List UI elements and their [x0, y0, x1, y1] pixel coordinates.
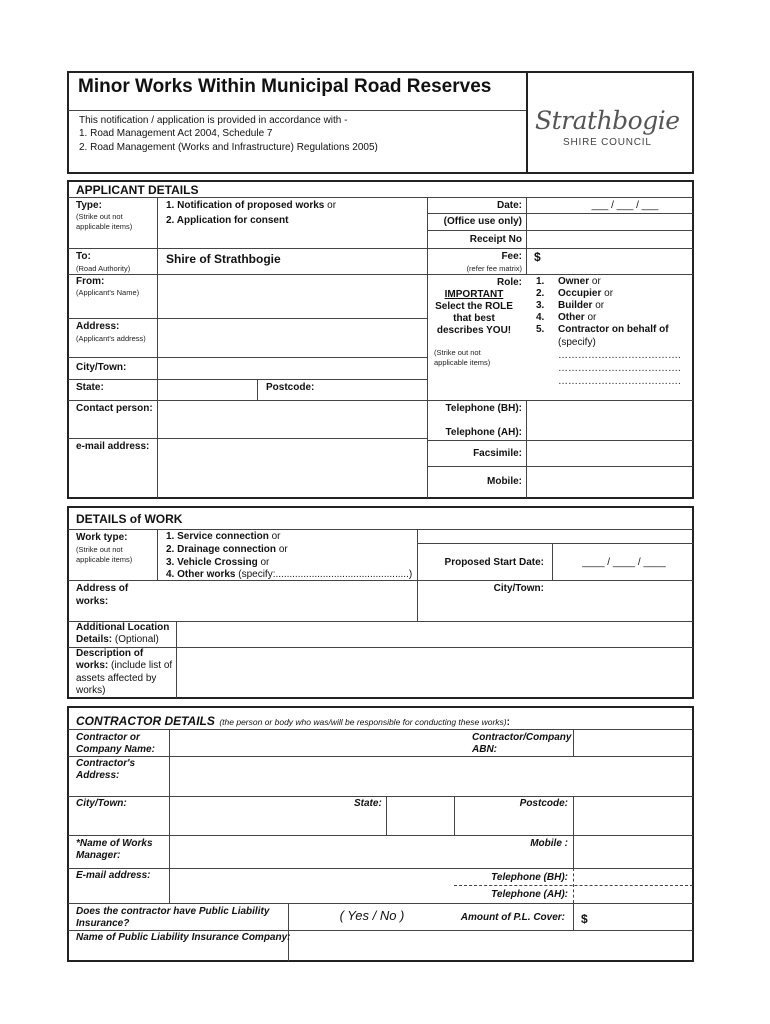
applicant-mobile-field[interactable] — [527, 467, 693, 498]
contractor-tel-ah-label: Telephone (AH): — [491, 889, 568, 900]
fee-field[interactable]: $ — [534, 250, 541, 264]
work-option-other[interactable]: 4. Other works (specify:................................................) — [166, 569, 413, 580]
city-label: City/Town: — [76, 362, 127, 373]
applicant-fax-field[interactable] — [527, 441, 693, 466]
date-field[interactable]: ___ / ___ / ___ — [591, 200, 659, 211]
contractor-mobile-label: Mobile : — [530, 838, 568, 849]
contractor-heading: CONTRACTOR DETAILS (the person or body who was/will be responsible for conducting these works): — [76, 714, 510, 728]
applicant-tel-ah-field[interactable] — [527, 425, 693, 440]
receipt-label: Receipt No — [469, 234, 522, 245]
pl-yes-no-field[interactable]: ( Yes / No ) — [339, 908, 405, 923]
applicant-tel-bh-field[interactable] — [527, 401, 693, 425]
to-label: To: — [76, 251, 91, 262]
work-city-field[interactable] — [550, 581, 693, 621]
header-divider — [526, 72, 528, 173]
office-use-label: (Office use only) — [443, 216, 522, 227]
tel-ah-label: Telephone (AH): — [445, 427, 522, 438]
applicant-name-field[interactable] — [158, 275, 427, 318]
contractor-email-field[interactable] — [170, 869, 454, 903]
work-description-field[interactable] — [177, 648, 693, 698]
date-label: Date: — [496, 200, 522, 211]
work-option-drainage[interactable]: 2. Drainage connection or — [166, 544, 288, 555]
work-option-vehicle[interactable]: 3. Vehicle Crossing or — [166, 557, 270, 568]
logo-script: Strathbogie — [535, 106, 680, 135]
pl-amount-label: Amount of P.L. Cover: — [460, 912, 565, 923]
type-option-notification[interactable]: 1. Notification of proposed works or — [166, 200, 337, 211]
contractor-postcode-label: Postcode: — [519, 798, 568, 809]
road-authority-value: Shire of Strathbogie — [166, 252, 281, 266]
additional-location-label: Additional Location — [76, 622, 170, 633]
contractor-address-field[interactable] — [170, 757, 693, 796]
header-line-2: 2. Road Management (Works and Infrastructure) Regulations 2005) — [79, 142, 378, 153]
type-label: Type: — [76, 200, 102, 211]
role-specify-line-3[interactable]: ………………………………. — [558, 376, 681, 387]
applicant-state-field[interactable] — [158, 380, 257, 400]
fee-label: Fee: — [501, 251, 522, 262]
email-label: e-mail address: — [76, 441, 150, 452]
header-intro: This notification / application is provided in accordance with - — [79, 115, 348, 126]
header-line-1: 1. Road Management Act 2004, Schedule 7 — [79, 128, 273, 139]
additional-location-field[interactable] — [177, 622, 693, 647]
applicant-city-field[interactable] — [158, 358, 427, 379]
applicant-address-field[interactable] — [158, 319, 427, 357]
contractor-name-field[interactable] — [170, 730, 460, 756]
contractor-tel-bh-label: Telephone (BH): — [491, 872, 568, 883]
logo-sub: SHIRE COUNCIL — [563, 137, 652, 148]
mobile-label: Mobile: — [487, 476, 522, 487]
contact-person-field[interactable] — [158, 401, 427, 438]
work-option-service[interactable]: 1. Service connection or — [166, 531, 281, 542]
works-manager-field[interactable] — [170, 836, 460, 868]
applicant-heading: APPLICANT DETAILS — [76, 183, 199, 197]
role-specify-line-1[interactable]: ………………………………. — [558, 350, 681, 361]
contractor-state-label: State: — [354, 798, 382, 809]
contractor-mobile-field[interactable] — [574, 836, 693, 868]
work-heading: DETAILS of WORK — [76, 512, 183, 526]
type-option-consent[interactable]: 2. Application for consent — [166, 215, 289, 226]
state-label: State: — [76, 382, 104, 393]
contractor-email-label: E-mail address: — [76, 870, 151, 881]
role-label: Role: — [497, 277, 522, 288]
contractor-abn-field[interactable] — [574, 730, 693, 756]
work-city-label: City/Town: — [493, 583, 544, 594]
from-label: From: — [76, 276, 105, 287]
page-title: Minor Works Within Municipal Road Reserves — [78, 76, 492, 97]
start-date-label: Proposed Start Date: — [444, 557, 544, 568]
work-type-label: Work type: — [76, 532, 128, 543]
work-address-field[interactable] — [158, 581, 417, 621]
applicant-email-field[interactable] — [158, 439, 427, 498]
description-label: Description of — [76, 648, 144, 659]
contractor-state-field[interactable] — [387, 797, 454, 835]
role-specify: (specify) — [558, 337, 596, 348]
pl-amount-field[interactable]: $ — [581, 912, 588, 926]
contact-label: Contact person: — [76, 403, 153, 414]
contractor-postcode-field[interactable] — [574, 797, 693, 835]
fax-label: Facsimile: — [473, 448, 522, 459]
important-label: IMPORTANT — [444, 289, 504, 300]
header-title-rule — [68, 110, 526, 111]
role-specify-line-2[interactable]: ………………………………. — [558, 363, 681, 374]
council-logo — [530, 106, 690, 152]
receipt-field[interactable] — [527, 231, 693, 247]
postcode-label: Postcode: — [266, 382, 315, 393]
tel-bh-label: Telephone (BH): — [445, 403, 522, 414]
contractor-tel-ah-field[interactable] — [574, 886, 693, 903]
contractor-city-label: City/Town: — [76, 798, 127, 809]
applicant-postcode-field[interactable] — [320, 380, 427, 400]
contractor-tel-bh-field[interactable] — [574, 869, 693, 885]
pl-company-field[interactable] — [289, 931, 693, 961]
pl-company-label: Name of Public Liability Insurance Company: — [76, 932, 291, 943]
address-label: Address: — [76, 321, 120, 332]
start-date-field[interactable]: ____ / ____ / ____ — [582, 557, 666, 568]
